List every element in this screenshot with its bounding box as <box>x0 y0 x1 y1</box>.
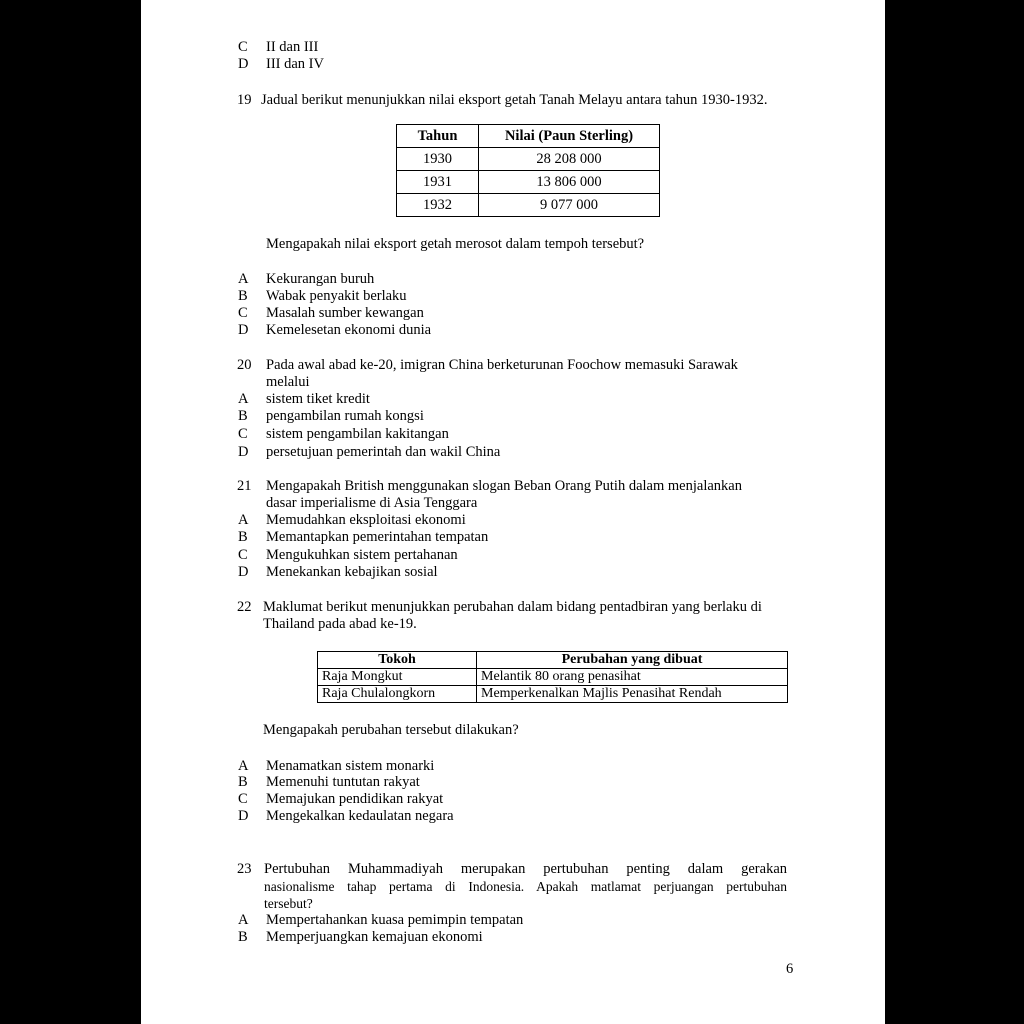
question-number: 20 <box>237 357 252 373</box>
option-text: II dan III <box>266 39 319 55</box>
option-letter: D <box>238 322 249 338</box>
question-number: 19 <box>237 92 252 108</box>
export-table <box>396 124 660 217</box>
option-text: Masalah sumber kewangan <box>266 305 424 321</box>
option-text: Mengukuhkan sistem pertahanan <box>266 547 458 563</box>
option-text: III dan IV <box>266 56 324 72</box>
option-text: Mengekalkan kedaulatan negara <box>266 808 454 824</box>
option-text: sistem pengambilan kakitangan <box>266 426 449 442</box>
question-number: 23 <box>237 861 252 877</box>
option-letter: A <box>238 912 249 928</box>
option-letter: B <box>238 529 248 545</box>
table-cell: 1930 <box>397 148 479 171</box>
option-letter: B <box>238 929 248 945</box>
table-header: Tahun <box>397 125 479 148</box>
question-stem: nasionalisme tahap pertama di Indonesia. Apakah matlamat perjuangan pertubuhan <box>264 879 787 894</box>
table-cell: 1931 <box>397 171 479 194</box>
question-stem: Pada awal abad ke-20, imigran China berketurunan Foochow memasuki Sarawak <box>266 357 738 373</box>
option-text: Memperjuangkan kemajuan ekonomi <box>266 929 483 945</box>
option-text: Kemelesetan ekonomi dunia <box>266 322 432 338</box>
option-letter: D <box>238 444 249 460</box>
table-header: Nilai (Paun Sterling) <box>479 125 660 148</box>
administration-table <box>317 651 788 703</box>
option-text: Menamatkan sistem monarki <box>266 758 435 774</box>
option-text: Wabak penyakit berlaku <box>266 288 407 304</box>
option-letter: D <box>238 56 249 72</box>
table-cell: 13 806 000 <box>479 171 660 194</box>
table-cell: Raja Mongkut <box>318 669 477 686</box>
option-letter: A <box>238 391 249 407</box>
document-page <box>141 0 885 1024</box>
table-row <box>397 171 660 194</box>
table-header: Perubahan yang dibuat <box>477 652 788 669</box>
option-letter: B <box>238 408 248 424</box>
question-stem: melalui <box>266 374 310 390</box>
table-row <box>318 669 788 686</box>
question-stem: Pertubuhan Muhammadiyah merupakan pertubuhan penting dalam gerakan <box>264 861 787 877</box>
question-stem: Thailand pada abad ke-19. <box>263 616 417 632</box>
option-text: Mempertahankan kuasa pemimpin tempatan <box>266 912 524 928</box>
table-cell: Melantik 80 orang penasihat <box>477 669 788 686</box>
option-letter: C <box>238 426 248 442</box>
option-text: Memudahkan eksploitasi ekonomi <box>266 512 466 528</box>
table-cell: Memperkenalkan Majlis Penasihat Rendah <box>477 686 788 703</box>
option-letter: A <box>238 271 249 287</box>
option-letter: D <box>238 808 249 824</box>
option-letter: B <box>238 774 248 790</box>
table-header: Tokoh <box>318 652 477 669</box>
question-stem: Maklumat berikut menunjukkan perubahan dalam bidang pentadbiran yang berlaku di <box>263 599 762 615</box>
option-letter: C <box>238 791 248 807</box>
option-text: Memajukan pendidikan rakyat <box>266 791 444 807</box>
option-letter: C <box>238 547 248 563</box>
option-letter: A <box>238 758 249 774</box>
option-text: Kekurangan buruh <box>266 271 375 287</box>
option-letter: C <box>238 305 248 321</box>
option-text: pengambilan rumah kongsi <box>266 408 424 424</box>
question-number: 22 <box>237 599 252 615</box>
question-stem: Mengapakah British menggunakan slogan Beban Orang Putih dalam menjalankan <box>266 478 742 494</box>
question-number: 21 <box>237 478 252 494</box>
question-prompt: Mengapakah perubahan tersebut dilakukan? <box>263 722 519 738</box>
table-cell: 28 208 000 <box>479 148 660 171</box>
table-cell: 1932 <box>397 194 479 217</box>
question-stem: dasar imperialisme di Asia Tenggara <box>266 495 478 511</box>
table-cell: 9 077 000 <box>479 194 660 217</box>
option-letter: D <box>238 564 249 580</box>
option-text: persetujuan pemerintah dan wakil China <box>266 444 501 460</box>
option-text: Menekankan kebajikan sosial <box>266 564 438 580</box>
question-prompt: Mengapakah nilai eksport getah merosot dalam tempoh tersebut? <box>266 236 645 252</box>
table-row <box>397 148 660 171</box>
option-letter: A <box>238 512 249 528</box>
question-stem: Jadual berikut menunjukkan nilai eksport getah Tanah Melayu antara tahun 1930-1932. <box>261 92 768 108</box>
option-letter: B <box>238 288 248 304</box>
option-text: sistem tiket kredit <box>266 391 370 407</box>
table-cell: Raja Chulalongkorn <box>318 686 477 703</box>
table-row <box>318 686 788 703</box>
option-letter: C <box>238 39 248 55</box>
table-row <box>397 194 660 217</box>
option-text: Memenuhi tuntutan rakyat <box>266 774 420 790</box>
page-number: 6 <box>786 961 794 977</box>
question-stem: tersebut? <box>264 896 313 911</box>
option-text: Memantapkan pemerintahan tempatan <box>266 529 489 545</box>
